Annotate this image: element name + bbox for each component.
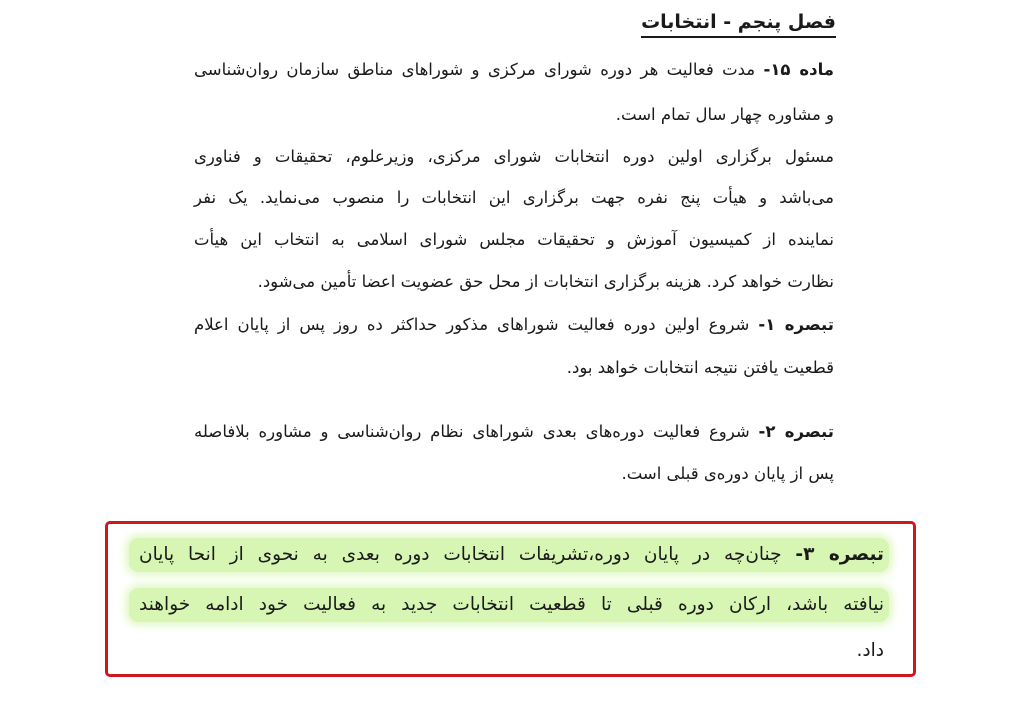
note-2-line-2: پس از پایان دوره‌ی قبلی است. [621,464,834,483]
article-15-label: ماده ۱۵- [763,60,834,79]
article-15-line-4: می‌باشد و هیأت پنج نفره جهت برگزاری این انتخابات را منصوب می‌نماید. یک نفر [194,188,834,207]
note-2-line-1 [194,420,834,444]
chapter-title: فصل پنجم - انتخابات [641,10,836,38]
note-3-line-1 [139,540,884,570]
note-3-label: تبصره ۳- [795,544,884,565]
article-15-line-3: مسئول برگزاری اولین دوره انتخابات شورای مرکزی، وزیرعلوم، تحقیقات و فناوری [194,147,834,166]
note-1-line-1 [194,313,834,337]
note-2-label: تبصره ۲- [758,422,834,441]
article-15-line-1 [194,58,834,82]
note-2-text: شروع فعالیت دوره‌های بعدی شوراهای نظام روان‌شناسی و مشاوره بلافاصله [194,422,750,441]
article-15-line-2: و مشاوره چهار سال تمام است. [615,105,834,124]
note-3-line-2: نیافته باشد، ارکان دوره قبلی تا قطعیت انتخابات جدید به فعالیت خود ادامه خواهند [139,594,884,615]
note-1-text: شروع اولین دوره فعالیت شوراهای مذکور حداکثر ده روز پس از پایان اعلام [194,315,750,334]
note-3-line-3: داد. [856,640,884,661]
note-1-label: تبصره ۱- [758,315,834,334]
article-15-line-5: نماینده از کمیسیون آموزش و تحقیقات مجلس شورای اسلامی به انتخاب این هیأت [194,230,834,249]
note-3-text: چنان‌چه در پایان دوره،تشریفات انتخابات دوره بعدی به نحوی از انحا پایان [139,544,782,565]
article-15-text: مدت فعالیت هر دوره شورای مرکزی و شوراهای مناطق سازمان روان‌شناسی [194,60,756,79]
note-1-line-2: قطعیت یافتن نتیجه انتخابات خواهد بود. [566,358,834,377]
article-15-line-6: نظارت خواهد کرد. هزینه برگزاری انتخابات از محل حق عضویت اعضا تأمین می‌شود. [257,272,834,291]
